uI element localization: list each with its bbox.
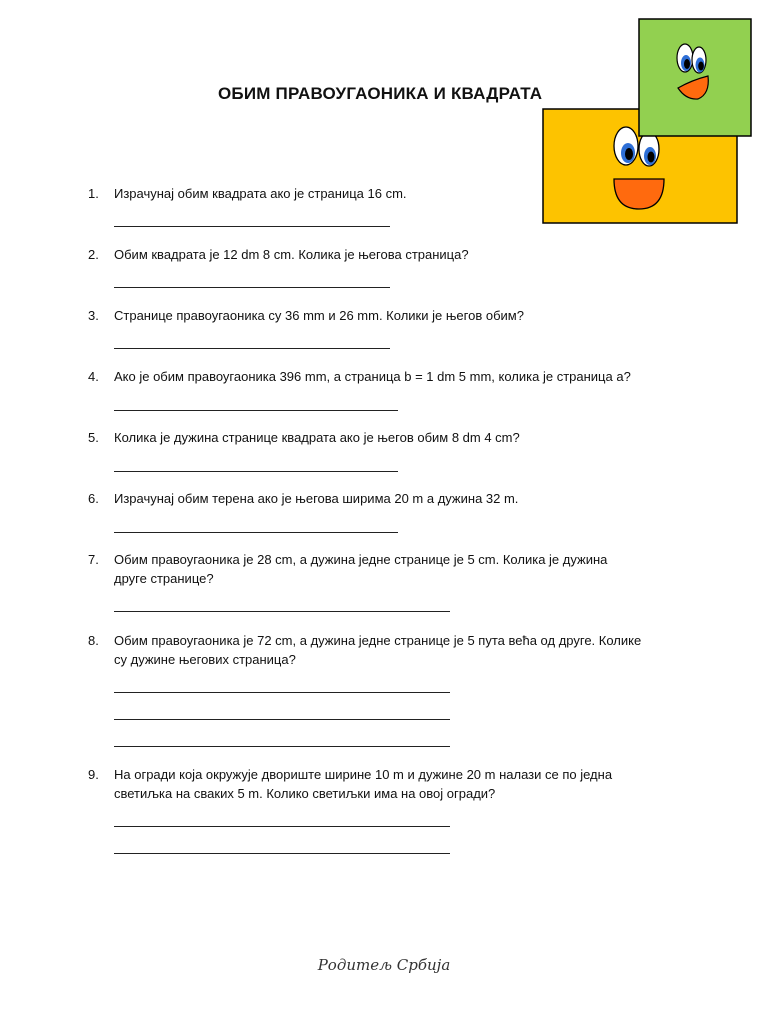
answer-line (114, 287, 390, 288)
question-number: 1. (88, 186, 99, 201)
answer-line (114, 226, 390, 227)
question-text-line-2: светиљка на сваких 5 m. Колико светиљки има на овој огради? (114, 786, 496, 801)
question-text: Израчунај обим терена ако је његова ширима 20 m а дужина 32 m. (114, 491, 519, 506)
question-text-line-1: Обим правоугаоника је 72 cm, а дужина једне странице је 5 пута већа од друге. Колике (114, 633, 642, 648)
page-title: ОБИМ ПРАВОУГАОНИКА И КВАДРАТА (218, 84, 543, 103)
question-number: 6. (88, 491, 99, 506)
question-text: Ако је обим правоугаоника 396 mm, а страница b = 1 dm 5 mm, колика је страница а? (114, 369, 631, 384)
answer-line (114, 826, 450, 827)
question-text-line-1: Обим правоугаоника је 28 cm, а дужина једне странице је 5 cm. Колика је дужина (114, 552, 608, 567)
answer-line (114, 692, 450, 693)
question-text: Израчунај обим квадрата ако је страница 16 cm. (114, 186, 407, 201)
answer-line (114, 746, 450, 747)
question-number: 2. (88, 247, 99, 262)
question-number: 3. (88, 308, 99, 323)
question-number: 4. (88, 369, 99, 384)
green-square (639, 19, 751, 136)
question-text: Странице правоугаоника су 36 mm и 26 mm. Колики је његов обим? (114, 308, 524, 323)
question-number: 8. (88, 633, 99, 648)
answer-line (114, 471, 398, 472)
question-text: Колика је дужина странице квадрата ако је његов обим 8 dm 4 cm? (114, 430, 520, 445)
question-text-line-2: друге странице? (114, 571, 214, 586)
answer-line (114, 532, 398, 533)
answer-line (114, 410, 398, 411)
question-text-line-1: На огради која окружује двориште ширине 10 m и дужине 20 m налази се по једна (114, 767, 613, 782)
question-text-line-2: су дужине његових страница? (114, 652, 296, 667)
question-number: 9. (88, 767, 99, 782)
question-text: Обим квадрата је 12 dm 8 cm. Колика је његова страница? (114, 247, 469, 262)
answer-line (114, 348, 390, 349)
answer-line (114, 853, 450, 854)
footer-signature: Родитељ Србија (317, 956, 451, 974)
question-number: 7. (88, 552, 99, 567)
answer-line (114, 719, 450, 720)
question-number: 5. (88, 430, 99, 445)
answer-line (114, 611, 450, 612)
